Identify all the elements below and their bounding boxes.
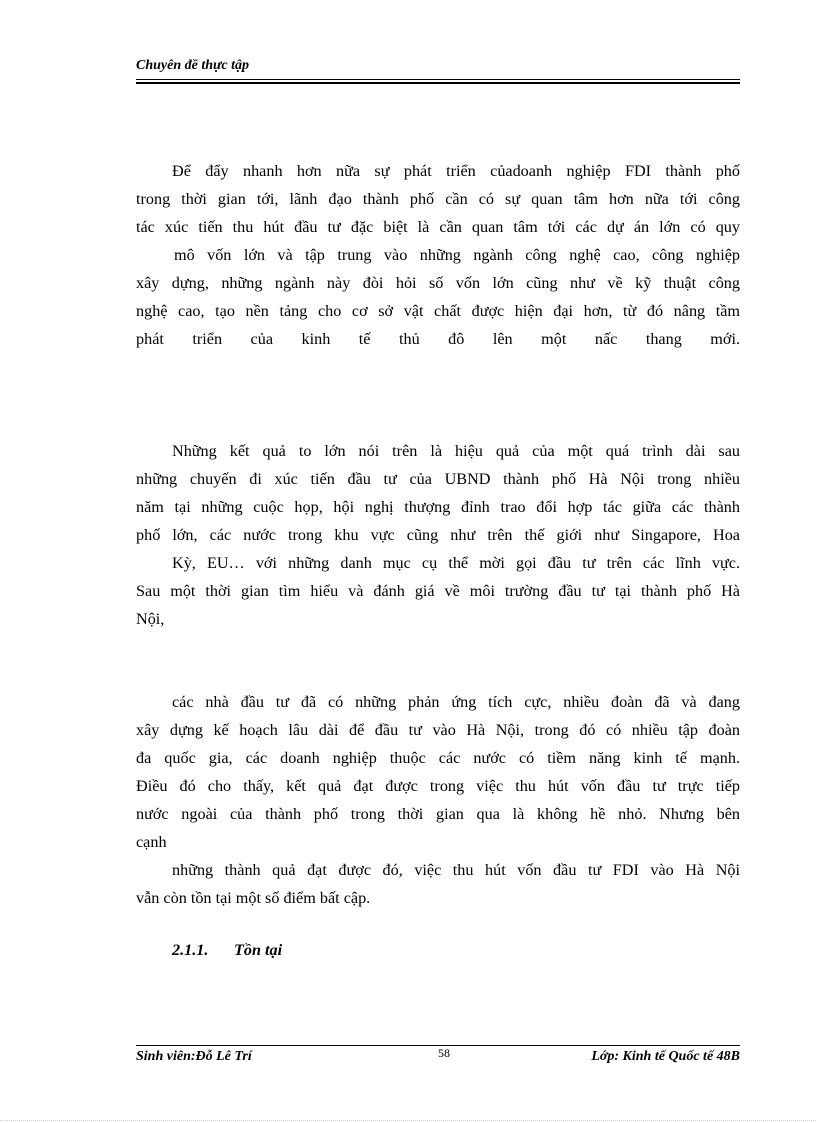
paragraph-line: các nhà đầu tư đã có những phản ứng tích cực, nhiều đoàn đã và đang	[172, 693, 740, 711]
paragraph-line: những thành quả đạt được đó, việc thu hút vốn đầu tư FDI vào Hà Nội	[172, 861, 740, 879]
paragraph-line: xây dựng kế hoạch lâu dài để đầu tư vào Hà Nội, trong đó có nhiều tập đoàn	[136, 721, 740, 739]
paragraph-line: phố lớn, các nước trong khu vực cũng như trên thế giới như Singapore, Hoa	[136, 526, 740, 544]
section-heading	[172, 941, 282, 960]
paragraph-line: Những kết quả to lớn nói trên là hiệu quả của một quá trình dài sau	[172, 442, 740, 460]
running-header-title: Chuyên đề thực tập	[136, 58, 250, 73]
paragraph-line: phát triển của kinh tế thủ đô lên một nấc thang mới.	[136, 330, 740, 348]
page-edge-dotted-line	[0, 1120, 816, 1121]
paragraph-2	[136, 437, 740, 633]
header-rule-thin	[136, 79, 740, 80]
section-title: Tồn tại	[234, 941, 283, 959]
paragraph-line: nghệ cao, tạo nền tảng cho cơ sở vật chất được hiện đại hơn, từ đó nâng tầm	[136, 302, 740, 320]
paragraph-line: trong thời gian tới, lãnh đạo thành phố cần có sự quan tâm hơn nữa tới công	[136, 190, 740, 208]
paragraph-line: mô vốn lớn và tập trung vào những ngành công nghệ cao, công nghiệp	[174, 246, 740, 264]
paragraph-line: tác xúc tiến thu hút đầu tư đặc biệt là cần quan tâm tới các dự án lớn có quy	[136, 218, 740, 236]
paragraph-1	[136, 157, 740, 353]
paragraph-line: Sau một thời gian tìm hiểu và đánh giá về môi trường đầu tư tại thành phố Hà	[136, 582, 740, 600]
paragraph-line: nước ngoài của thành phố trong thời gian qua là không hề nhỏ. Nhưng bên	[136, 805, 740, 823]
header-rule-thick	[136, 82, 740, 84]
paragraph-4	[136, 856, 740, 912]
footer-student-name: Sinh viên:Đỗ Lê Trí	[136, 1049, 252, 1064]
paragraph-line: Nội,	[136, 610, 165, 628]
paragraph-line: cạnh	[136, 833, 167, 851]
paragraph-line: Kỳ, EU… với những danh mục cụ thể mời gọi đầu tư trên các lĩnh vực.	[172, 554, 740, 572]
paragraph-3	[136, 688, 740, 856]
paragraph-line: năm tại những cuộc họp, hội nghị thượng đỉnh trao đổi hợp tác giữa các thành	[136, 498, 740, 516]
paragraph-line: đa quốc gia, các doanh nghiệp thuộc các nước có tiềm năng kinh tế mạnh.	[136, 749, 740, 767]
paragraph-line: Điều đó cho thấy, kết quả đạt được trong việc thu hút vốn đầu tư trực tiếp	[136, 777, 740, 795]
paragraph-line: những chuyến đi xúc tiến đầu tư của UBND thành phố Hà Nội trong nhiều	[136, 470, 740, 488]
section-number: 2.1.1.	[172, 941, 209, 959]
page-number: 58	[438, 1046, 450, 1060]
footer-class-name: Lớp: Kinh tế Quốc tế 48B	[591, 1049, 740, 1064]
paragraph-line: Để đẩy nhanh hơn nữa sự phát triển củadoanh nghiệp FDI thành phố	[172, 162, 740, 180]
paragraph-line: vẫn còn tồn tại một số điểm bất cập.	[136, 889, 371, 907]
paragraph-line: xây dựng, những ngành này đòi hỏi số vốn lớn cũng như về kỹ thuật công	[136, 274, 740, 292]
